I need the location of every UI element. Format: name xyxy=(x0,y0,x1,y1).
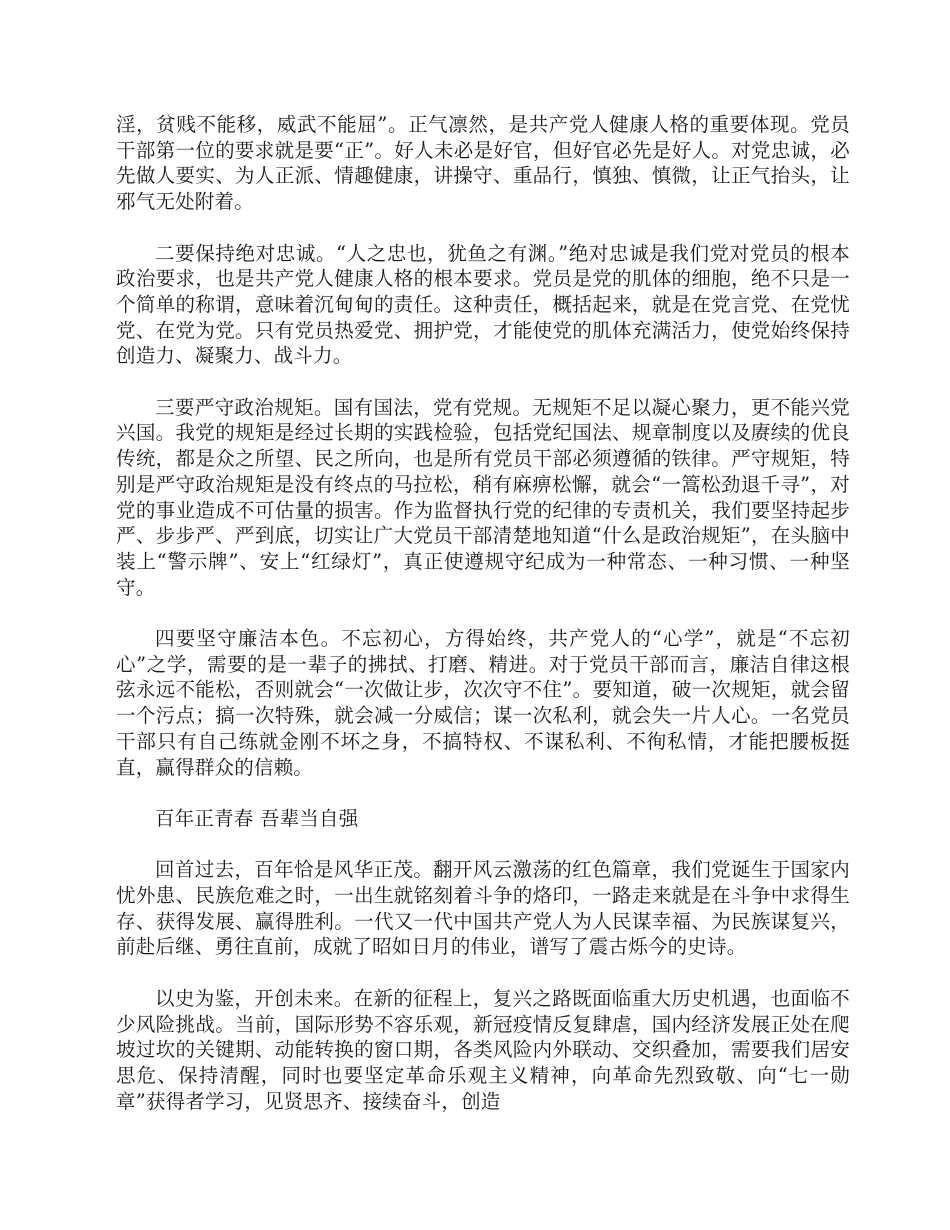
paragraph-continuation: 淫，贫贱不能移，威武不能屈”。正气凛然，是共产党人健康人格的重要体现。党员干部第一位的要求就是要“正”。好人未必是好官，但好官必先是好人。对党忠诚，必先做人要实、为人正派、情趣健康，讲操守、重品行，慎独、慎微，让正气抬头，让邪气无处附着。 xyxy=(116,113,850,214)
paragraph-political-rules: 三要严守政治规矩。国有国法，党有党规。无规矩不足以凝心聚力，更不能兴党兴国。我党的规矩是经过长期的实践检验，包括党纪国法、规章制度以及赓续的优良传统，都是众之所望、民之所向，也是所有党员干部必须遵循的铁律。严守规矩，特别是严守政治规矩是没有终点的马拉松，稍有麻痹松懈，就会“一篙松劲退千寻”，对党的事业造成不可估量的损害。作为监督执行党的纪律的专责机关，我们要坚持起步严、步步严、严到底，切实让广大党员干部清楚地知道“什么是政治规矩”，在头脑中装上“警示牌”、安上“红绿灯”，真正使遵规守纪成为一种常态、一种习惯、一种坚守。 xyxy=(116,395,850,599)
paragraph-looking-back: 回首过去，百年恰是风华正茂。翻开风云激荡的红色篇章，我们党诞生于国家内忧外患、民族危难之时，一出生就铭刻着斗争的烙印，一路走来就是在斗争中求得生存、获得发展、赢得胜利。一代又一代中国共产党人为人民谋幸福、为民族谋复兴，前赴后继、勇往直前，成就了昭如日月的伟业，谱写了震古烁今的史诗。 xyxy=(116,858,850,959)
section-heading: 百年正青春 吾辈当自强 xyxy=(155,806,359,830)
paragraph-integrity: 四要坚守廉洁本色。不忘初心，方得始终，共产党人的“心学”，就是“不忘初心”之学，需要的是一辈子的拂拭、打磨、精进。对于党员干部而言，廉洁自律这根弦永远不能松，否则就会“一次做让步，次次守不住”。要知道，破一次规矩，就会留一个污点；搞一次特殊，就会减一分威信；谋一次私利，就会失一片人心。一名党员干部只有自己练就金刚不坏之身，不搞特权、不谋私利、不徇私情，才能把腰板挺直，赢得群众的信赖。 xyxy=(116,627,850,779)
paragraph-history-lesson: 以史为鉴，开创未来。在新的征程上，复兴之路既面临重大历史机遇，也面临不少风险挑战。当前，国际形势不容乐观，新冠疫情反复肆虐，国内经济发展正处在爬坡过坎的关键期、动能转换的窗口期，各类风险内外联动、交织叠加，需要我们居安思危、保持清醒，同时也要坚定革命乐观主义精神，向革命先烈致敬、向“七一勋章”获得者学习，见贤思齐、接续奋斗，创造 xyxy=(116,986,850,1113)
paragraph-absolute-loyalty: 二要保持绝对忠诚。“人之忠也，犹鱼之有渊。”绝对忠诚是我们党对党员的根本政治要求，也是共产党人健康人格的根本要求。党员是党的肌体的细胞，绝不只是一个简单的称谓，意味着沉甸甸的责任。这种责任，概括起来，就是在党言党、在党忧党、在党为党。只有党员热爱党、拥护党，才能使党的肌体充满活力，使党始终保持创造力、凝聚力、战斗力。 xyxy=(116,241,850,368)
document-page xyxy=(116,112,850,1140)
